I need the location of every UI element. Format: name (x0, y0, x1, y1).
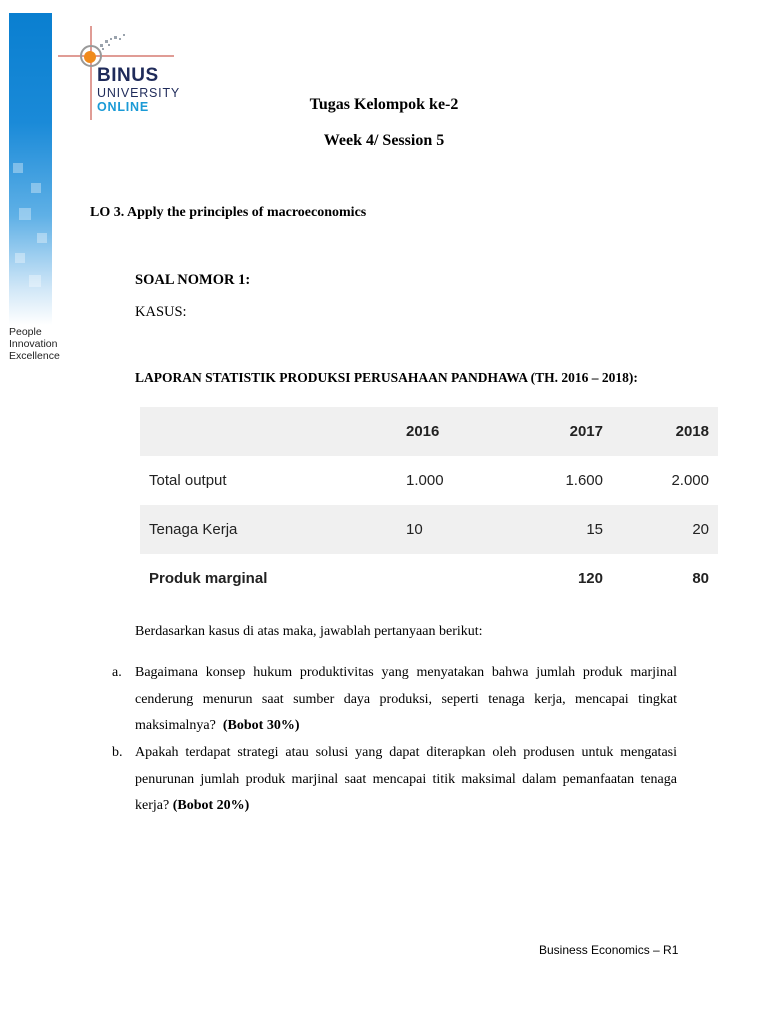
production-table (140, 407, 718, 603)
question-marker: a. (112, 665, 122, 680)
table-cell: 120 (577, 570, 603, 587)
session-title: Week 4/ Session 5 (323, 132, 445, 149)
table-header-row (140, 407, 718, 456)
question-weight: (Bobot 20%) (172, 798, 250, 813)
column-header: 2016 (406, 423, 440, 440)
tagline-line: Innovation (9, 338, 58, 350)
question-marker: b. (112, 745, 123, 760)
brand-name: BINUS (97, 65, 159, 86)
question-text: Bagaimana konsep hukum produktivitas yang menyatakan bahwa jumlah produk marjinal cenderung menurun saat sumber daya produksi, seperti tenaga kerja, mencapai tingkat maksimalnya? (135, 665, 677, 733)
tagline-line: Excellence (9, 350, 60, 362)
row-label: Total output (149, 472, 227, 489)
page-footer: Business Economics – R1 (539, 943, 679, 957)
questions-intro: Berdasarkan kasus di atas maka, jawablah pertanyaan berikut: (135, 624, 483, 639)
table-cell: 2.000 (671, 472, 709, 489)
table-row (140, 505, 718, 554)
learning-outcome: LO 3. Apply the principles of macroeconomics (90, 205, 367, 220)
question-item (112, 740, 677, 820)
tagline-line: People (9, 326, 42, 338)
row-label: Produk marginal (149, 570, 268, 587)
table-row (140, 456, 718, 505)
brand-sub-university: UNIVERSITY (97, 86, 181, 100)
column-header: 2018 (675, 423, 709, 440)
page-title: Tugas Kelompok ke-2 (309, 96, 459, 113)
question-number-label: SOAL NOMOR 1: (135, 272, 251, 288)
table-row (140, 554, 718, 603)
table-cell: 1.600 (565, 472, 603, 489)
side-decorative-band (9, 13, 52, 325)
table-cell: 20 (692, 521, 709, 538)
table-cell: 15 (586, 521, 603, 538)
case-label: KASUS: (135, 304, 187, 320)
table-cell: 10 (406, 521, 423, 538)
column-header: 2017 (569, 423, 603, 440)
question-weight: (Bobot 30%) (222, 718, 300, 733)
brand-tagline (9, 326, 60, 362)
row-label: Tenaga Kerja (149, 521, 238, 538)
report-heading: LAPORAN STATISTIK PRODUKSI PERUSAHAAN PANDHAWA (TH. 2016 – 2018): (135, 370, 638, 385)
question-item (112, 660, 677, 740)
table-cell: 80 (692, 570, 709, 587)
question-text: Apakah terdapat strategi atau solusi yang dapat diterapkan oleh produsen untuk mengatasi penurunan jumlah produk marjinal saat mencapai titik maksimal dalam pemanfaatan tenaga kerja? (135, 745, 677, 813)
brand-sub-online: ONLINE (97, 100, 150, 114)
table-cell: 1.000 (406, 472, 444, 489)
